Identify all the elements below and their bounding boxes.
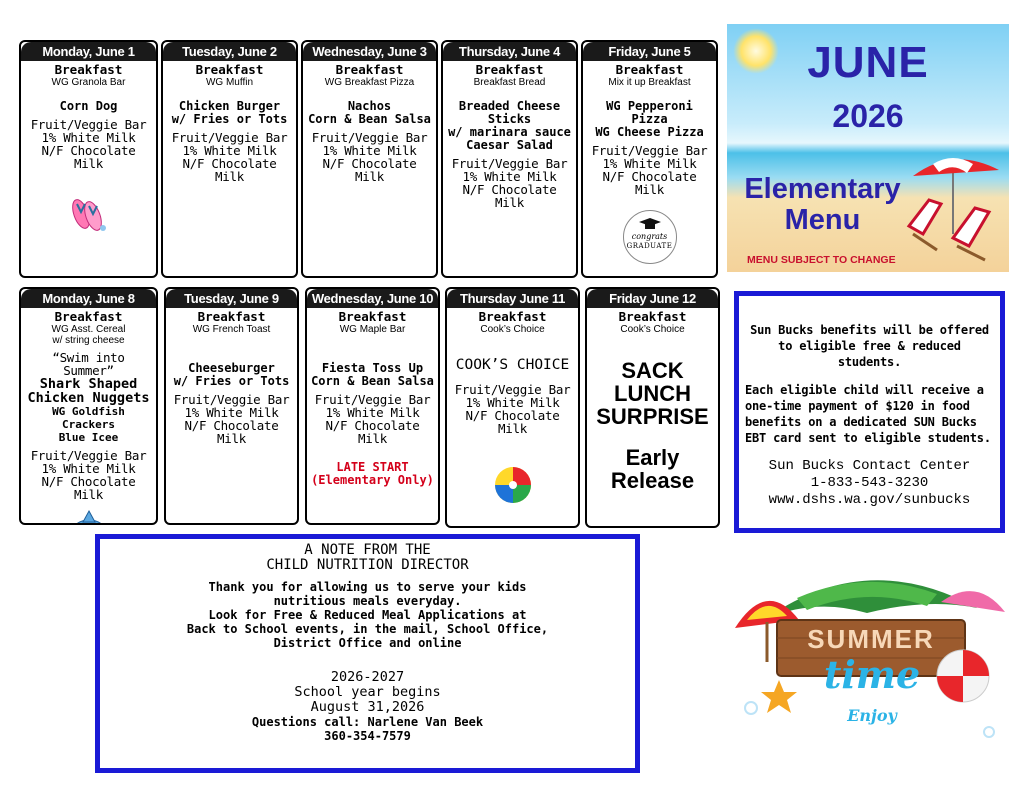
breakfast-item: WG Asst. Cereal xyxy=(51,324,126,335)
side-2: 1% White Milk xyxy=(182,143,277,158)
day-header: Monday, June 1 xyxy=(21,42,156,61)
lunch-main-2: w/ Fries or Tots xyxy=(171,112,288,126)
side-3: N/F Chocolate Milk xyxy=(462,182,557,210)
lunch-main: COOK’S CHOICE xyxy=(455,357,570,373)
breakfast-item: WG Breakfast Pizza xyxy=(324,77,415,88)
side-1: Fruit/Veggie Bar xyxy=(30,117,147,132)
day-card-june-11 xyxy=(445,287,580,528)
breakfast-label: Breakfast xyxy=(335,62,404,77)
lunch-main-3: w/ marinara sauce xyxy=(448,125,571,139)
breakfast-item: Breakfast Bread xyxy=(473,77,546,88)
lunch-main: WG Pepperoni Pizza xyxy=(606,99,693,126)
banner-title-line-1: Elementary xyxy=(744,173,901,205)
lunch-main: Fiesta Toss Up xyxy=(321,361,424,375)
director-note-box xyxy=(95,534,640,773)
note-title-1: A NOTE FROM THE xyxy=(304,542,431,558)
side-2: 1% White Milk xyxy=(465,395,560,410)
sun-bucks-details: Each eligible child will receive a one-time payment of $120 in food benefits on a dedicated SUN Bucks EBT card sent to eligible students. xyxy=(745,383,991,445)
side-3: N/F Chocolate Milk xyxy=(184,418,279,446)
banner-subtitle: MENU SUBJECT TO CHANGE xyxy=(747,254,896,266)
day-card-june-8 xyxy=(19,287,158,525)
breakfast-item: WG French Toast xyxy=(192,324,271,335)
breakfast-label: Breakfast xyxy=(615,62,684,77)
day-card-june-9 xyxy=(164,287,299,525)
breakfast-item: WG Muffin xyxy=(205,77,254,88)
side-3: N/F Chocolate Milk xyxy=(41,474,136,502)
banner-year: 2026 xyxy=(832,98,904,134)
breakfast-item: WG Granola Bar xyxy=(51,77,126,88)
side-2: 1% White Milk xyxy=(602,156,697,171)
side-2: 1% White Milk xyxy=(184,405,279,420)
note-body-2: nutritious meals everyday. xyxy=(273,594,462,608)
side-1: Fruit/Veggie Bar xyxy=(454,382,571,397)
lunch-main: Cheeseburger xyxy=(188,361,275,375)
lunch-main-2: Chicken Nuggets xyxy=(27,390,150,406)
note-title-2: CHILD NUTRITION DIRECTOR xyxy=(266,557,469,573)
note-body-4: Back to School events, in the mail, School Office, xyxy=(186,622,549,636)
sun-bucks-url: www.dshs.wa.gov/sunbucks xyxy=(768,492,971,508)
lunch-main-2: WG Cheese Pizza xyxy=(595,125,704,139)
sun-bucks-contact-title: Sun Bucks Contact Center xyxy=(768,458,971,474)
school-year: 2026-2027 xyxy=(330,669,405,685)
sack-lunch-line-2: LUNCH xyxy=(614,381,691,406)
enjoy-word: Enjoy xyxy=(847,706,897,725)
breakfast-label: Breakfast xyxy=(478,309,547,324)
badge-text-2: GRADUATE xyxy=(626,242,673,250)
note-body-3: Look for Free & Reduced Meal Applications at xyxy=(208,608,527,622)
lunch-main: Shark Shaped xyxy=(39,376,138,392)
school-start-date: August 31,2026 xyxy=(310,699,425,715)
sack-lunch-line-3: SURPRISE xyxy=(596,404,709,429)
note-body-1: Thank you for allowing us to serve your kids xyxy=(208,580,527,594)
banner-title-line-2: Menu xyxy=(784,204,861,236)
breakfast-item-2: w/ string cheese xyxy=(52,335,125,346)
questions-phone: 360-354-7579 xyxy=(324,729,411,743)
day-header: Thursday, June 4 xyxy=(443,42,576,61)
theme-text: “Swim into Summer” xyxy=(52,350,125,378)
graduation-badge-icon xyxy=(623,210,677,264)
side-2: 1% White Milk xyxy=(41,130,136,145)
breakfast-label: Breakfast xyxy=(618,309,687,324)
extra-1: WG Goldfish Crackers xyxy=(52,405,125,431)
side-2: 1% White Milk xyxy=(462,169,557,184)
day-card-june-5 xyxy=(581,40,718,278)
breakfast-label: Breakfast xyxy=(54,62,123,77)
questions-contact: Questions call: Narlene Van Beek xyxy=(251,715,484,729)
day-card-june-4 xyxy=(441,40,578,278)
day-header: Wednesday, June 10 xyxy=(307,289,438,308)
time-word: time xyxy=(823,652,921,697)
lunch-main: Chicken Burger xyxy=(178,99,281,113)
breakfast-item: WG Maple Bar xyxy=(339,324,406,335)
banner-month: JUNE xyxy=(807,38,929,87)
lunch-main-4: Caesar Salad xyxy=(466,138,553,152)
lunch-main-2: Sticks xyxy=(487,112,532,126)
side-1: Fruit/Veggie Bar xyxy=(311,130,428,145)
side-3: N/F Chocolate Milk xyxy=(602,169,697,197)
early-release-line-2: Release xyxy=(610,468,695,493)
late-start-notice-2: (Elementary Only) xyxy=(311,473,434,487)
lunch-main-2: Corn & Bean Salsa xyxy=(308,112,431,126)
breakfast-item: Mix it up Breakfast xyxy=(608,77,691,88)
flip-flops-icon xyxy=(24,192,153,240)
side-1: Fruit/Veggie Bar xyxy=(451,156,568,171)
side-1: Fruit/Veggie Bar xyxy=(314,392,431,407)
side-1: Fruit/Veggie Bar xyxy=(173,392,290,407)
side-3: N/F Chocolate Milk xyxy=(41,143,136,171)
side-3: N/F Chocolate Milk xyxy=(325,418,420,446)
extra-2: Blue Icee xyxy=(58,431,119,444)
sun-bucks-intro: Sun Bucks benefits will be offered to eligible free & reduced students. xyxy=(750,323,989,369)
side-3: N/F Chocolate Milk xyxy=(182,156,277,184)
breakfast-label: Breakfast xyxy=(197,309,266,324)
day-card-june-2 xyxy=(161,40,298,278)
day-card-june-10 xyxy=(305,287,440,525)
breakfast-item: Cook’s Choice xyxy=(480,324,545,335)
side-3: N/F Chocolate Milk xyxy=(465,408,560,436)
day-header: Monday, June 8 xyxy=(21,289,156,308)
day-header: Wednesday, June 3 xyxy=(303,42,436,61)
lunch-main: Nachos xyxy=(347,99,392,113)
badge-text-1: congrats xyxy=(631,232,668,241)
side-2: 1% White Milk xyxy=(322,143,417,158)
day-header: Friday, June 5 xyxy=(583,42,716,61)
side-2: 1% White Milk xyxy=(325,405,420,420)
side-2: 1% White Milk xyxy=(41,461,136,476)
shark-icon xyxy=(24,507,153,525)
lunch-main-2: w/ Fries or Tots xyxy=(173,374,290,388)
breakfast-item: Cook’s Choice xyxy=(620,324,685,335)
june-banner xyxy=(727,24,1009,272)
day-header: Thursday June 11 xyxy=(447,289,578,308)
lunch-main-2: Corn & Bean Salsa xyxy=(311,374,434,388)
breakfast-label: Breakfast xyxy=(54,309,123,324)
summer-word: SUMMER xyxy=(807,624,935,654)
early-release-line-1: Early xyxy=(625,445,680,470)
note-body-5: District Office and online xyxy=(273,636,462,650)
side-1: Fruit/Veggie Bar xyxy=(171,130,288,145)
side-3: N/F Chocolate Milk xyxy=(322,156,417,184)
day-card-june-12 xyxy=(585,287,720,528)
sun-bucks-phone: 1-833-543-3230 xyxy=(810,475,929,491)
breakfast-label: Breakfast xyxy=(338,309,407,324)
summer-time-graphic xyxy=(727,558,1009,776)
day-header: Friday June 12 xyxy=(587,289,718,308)
day-header: Tuesday, June 9 xyxy=(166,289,297,308)
side-1: Fruit/Veggie Bar xyxy=(30,448,147,463)
sack-lunch-line-1: SACK xyxy=(621,358,684,383)
day-header: Tuesday, June 2 xyxy=(163,42,296,61)
school-year-begins: School year begins xyxy=(294,684,441,700)
beach-chairs-icon xyxy=(895,142,1007,270)
banner-title xyxy=(735,174,910,236)
lunch-main: Breaded Cheese xyxy=(458,99,561,113)
sun-bucks-box xyxy=(734,291,1005,533)
lunch-main: Corn Dog xyxy=(59,99,118,113)
beach-ball-icon xyxy=(450,465,575,509)
day-card-june-1 xyxy=(19,40,158,278)
late-start-notice: LATE START xyxy=(336,460,409,474)
day-card-june-3 xyxy=(301,40,438,278)
side-1: Fruit/Veggie Bar xyxy=(591,143,708,158)
breakfast-label: Breakfast xyxy=(195,62,264,77)
breakfast-label: Breakfast xyxy=(475,62,544,77)
